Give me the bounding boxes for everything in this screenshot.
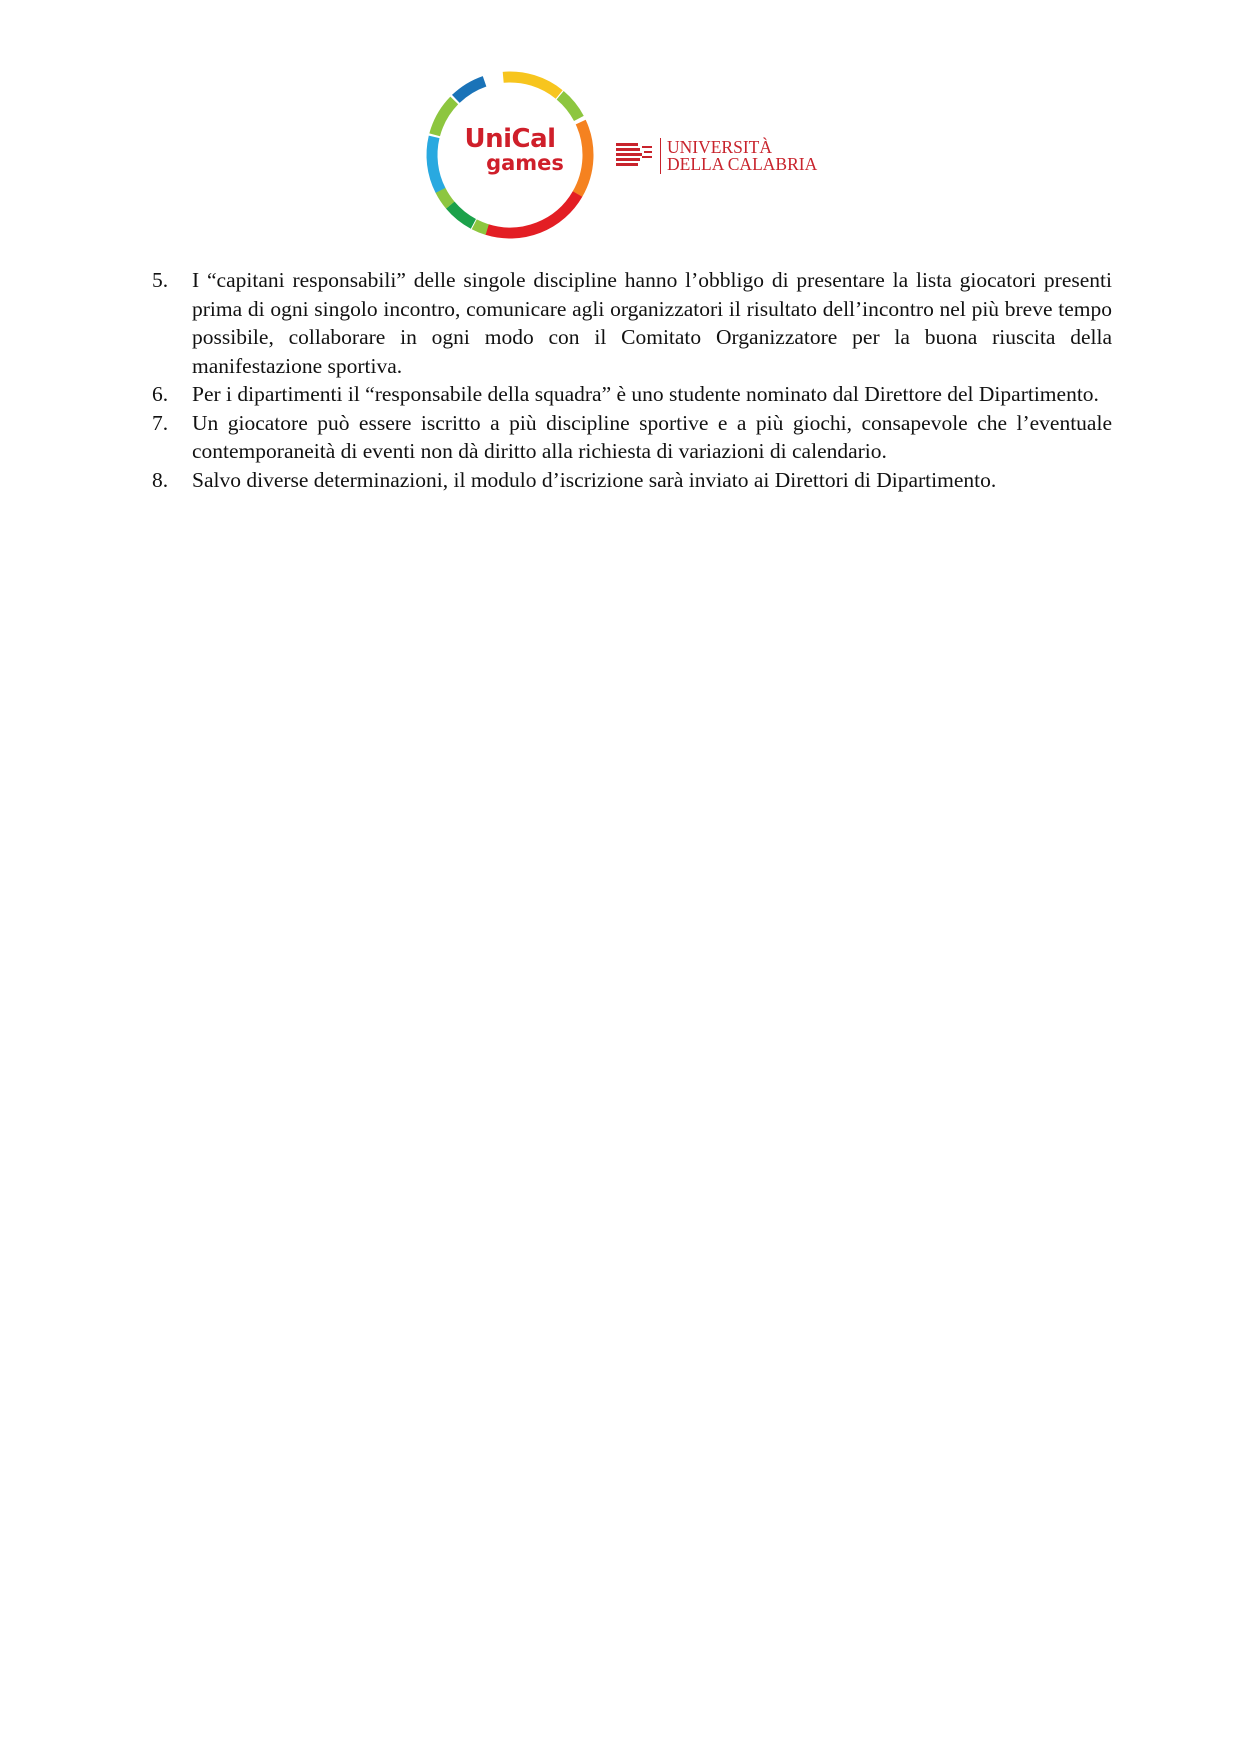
list-item [152, 409, 1112, 466]
list-item-number: 7. [152, 410, 169, 435]
games-logo-text-top: UniCal [464, 124, 556, 154]
list-item-text: Per i dipartimenti il “responsabile della squadra” è uno studente nominato dal Direttore del Dipartimento. [192, 382, 1099, 406]
list-item-text: Un giocatore può essere iscritto a più discipline sportive e a più giochi, consapevole che l’eventuale contemporaneità di eventi non dà diritto alla richiesta di variazioni di calendario. [192, 410, 1112, 463]
unical-games-logo [425, 70, 595, 240]
university-name-line2: DELLA CALABRIA [667, 154, 818, 174]
list-item-text: Salvo diverse determinazioni, il modulo d’iscrizione sarà inviato ai Direttori di Dipartimento. [192, 467, 997, 492]
rules-list [152, 266, 1112, 494]
university-name [667, 139, 817, 173]
university-name-line1: UNIVERSITÀ [667, 137, 772, 157]
games-logo-text-bottom: games [486, 151, 564, 175]
list-item [152, 466, 1112, 495]
list-item-number: 5. [152, 268, 169, 292]
list-item-number: 8. [152, 467, 169, 492]
list-item-text: I “capitani responsabili” delle singole discipline hanno l’obbligo di presentare la lista giocatori presenti prima di ogni singolo incontro, comunicare agli organizzatori il risultato dell’incontro nel più breve tempo possibile, collaborare in ogni modo con il Comitato Organizzatore per la buona riuscita della manifestazione sportiva. [192, 268, 1112, 378]
university-logo-divider [660, 138, 661, 174]
list-item [152, 266, 1112, 380]
list-item-number: 6. [152, 382, 169, 406]
university-emblem-icon [616, 143, 654, 169]
list-item [152, 380, 1112, 409]
university-logo [616, 136, 817, 176]
